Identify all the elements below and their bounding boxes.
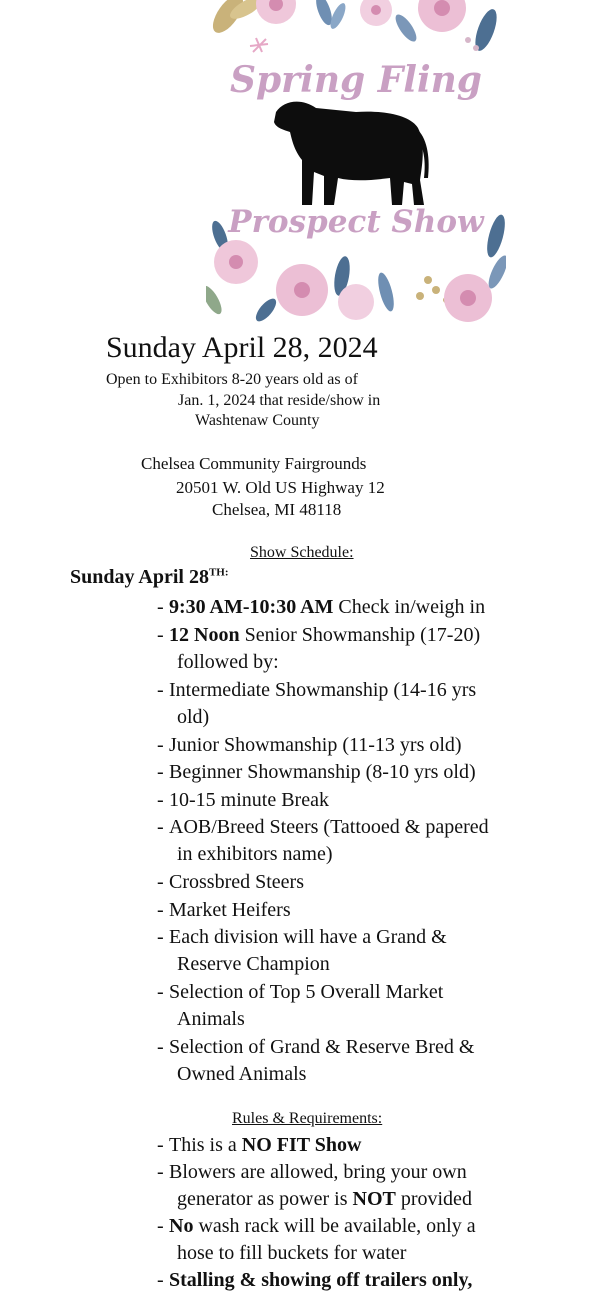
bullet-dash: -: [157, 1161, 164, 1183]
bullet-dash: -: [157, 733, 164, 756]
bullet-dash: -: [157, 788, 164, 811]
schedule-item-text: Selection of Top 5 Overall Market: [169, 981, 444, 1003]
schedule-item: [157, 897, 567, 924]
floral-top-decoration: [207, 0, 501, 53]
schedule-item: [157, 622, 567, 676]
schedule-item: [157, 732, 567, 759]
bullet-dash: -: [157, 1134, 164, 1156]
rule-3-bold: No: [169, 1215, 194, 1237]
rule-2-cont-text: generator as power is: [177, 1188, 353, 1210]
bullet-dash: -: [157, 1215, 164, 1237]
bullet-dash: -: [157, 871, 164, 893]
rule-1-bold: NO FIT Show: [241, 1134, 362, 1156]
schedule-item-line: [157, 732, 567, 759]
schedule-item: [157, 787, 567, 814]
banner-title-line2: Prospect Show: [228, 204, 484, 240]
rule-3-text: wash rack will be available, only a: [193, 1215, 476, 1237]
rule-2-cont-bold: NOT: [352, 1188, 396, 1210]
schedule-item-line: [157, 1034, 567, 1061]
bullet-dash: -: [157, 1269, 164, 1291]
bullet-dash: -: [157, 623, 164, 646]
eligibility-line-1: Open to Exhibitors 8-20 years old as of: [106, 371, 358, 388]
schedule-item-text: Senior Showmanship (17-20): [239, 623, 481, 646]
schedule-item-text: Intermediate Showmanship (14-16 yrs: [169, 678, 477, 701]
schedule-day-suffix: TH:: [208, 566, 229, 579]
rule-2-cont-tail: provided: [395, 1188, 472, 1210]
schedule-item-time: 12 Noon: [169, 623, 240, 646]
schedule-day: [70, 567, 229, 587]
location-city: Chelsea, MI 48118: [212, 500, 342, 519]
bullet-dash: -: [157, 678, 164, 701]
schedule-item-continuation: in exhibitors name): [177, 843, 333, 865]
bullet-dash: -: [157, 816, 164, 838]
schedule-item: [157, 759, 567, 786]
schedule-item-text: 10-15 minute Break: [169, 788, 329, 811]
spring-fling-banner: [206, 0, 506, 322]
schedule-item-line: [157, 814, 567, 841]
bullet-dash: -: [157, 898, 164, 921]
schedule-item-text: AOB/Breed Steers (Tattooed & papered: [169, 816, 489, 838]
rule-item: [157, 1132, 567, 1159]
schedule-item-text: Junior Showmanship (11-13 yrs old): [169, 733, 462, 756]
schedule-item-time: 9:30 AM-10:30 AM: [169, 596, 334, 618]
rule-item: [157, 1213, 567, 1267]
schedule-item-line: [157, 787, 567, 814]
schedule-item-text: Market Heifers: [169, 898, 291, 921]
schedule-item-continuation: Reserve Champion: [177, 953, 330, 975]
schedule-item: [157, 814, 567, 868]
bullet-dash: -: [157, 596, 164, 618]
schedule-item-text: Selection of Grand & Reserve Bred &: [169, 1036, 475, 1058]
rule-2-text: Blowers are allowed, bring your own: [169, 1161, 467, 1183]
schedule-item-line: [157, 924, 567, 951]
schedule-item-line: [157, 897, 567, 924]
schedule-item: [157, 1034, 567, 1088]
location-venue: Chelsea Community Fairgrounds: [141, 454, 367, 473]
eligibility-line-3: Washtenaw County: [195, 412, 320, 429]
rule-item: [157, 1159, 567, 1213]
schedule-item-continuation: Animals: [177, 1008, 245, 1030]
schedule-item-line: [157, 979, 567, 1006]
schedule-item-line: [157, 869, 567, 896]
bullet-dash: -: [157, 1036, 164, 1058]
schedule-item-line: [157, 622, 567, 649]
schedule-item: [157, 924, 567, 978]
schedule-heading: Show Schedule:: [250, 544, 354, 561]
schedule-item-continuation: followed by:: [177, 650, 279, 673]
schedule-item-text: Beginner Showmanship (8-10 yrs old): [169, 761, 476, 783]
event-date: Sunday April 28, 2024: [106, 331, 378, 364]
schedule-day-text: Sunday April 28: [70, 566, 209, 588]
bullet-dash: -: [157, 981, 164, 1003]
rule-3-cont: hose to fill buckets for water: [177, 1242, 407, 1264]
location-street: 20501 W. Old US Highway 12: [176, 478, 385, 497]
schedule-item-line: [157, 594, 567, 621]
banner-title-line1: Spring Fling: [230, 59, 482, 101]
steer-silhouette: [274, 102, 429, 205]
schedule-item-continuation: old): [177, 705, 210, 728]
schedule-item: [157, 677, 567, 731]
schedule-item-text: Crossbred Steers: [169, 871, 304, 893]
bullet-dash: -: [157, 761, 164, 783]
schedule-item-text: Each division will have a Grand &: [169, 926, 447, 948]
schedule-item-line: [157, 677, 567, 704]
rules-heading: Rules & Requirements:: [232, 1110, 383, 1127]
schedule-item-text: Check in/weigh in: [333, 596, 486, 618]
schedule-item-line: [157, 759, 567, 786]
eligibility-line-2: Jan. 1, 2024 that reside/show in: [178, 392, 381, 409]
rule-4-bold: Stalling & showing off trailers only,: [169, 1269, 473, 1291]
schedule-item: [157, 594, 567, 621]
schedule-item: [157, 979, 567, 1033]
bullet-dash: -: [157, 926, 164, 948]
rule-1-text: This is a: [169, 1134, 242, 1156]
schedule-item-continuation: Owned Animals: [177, 1063, 307, 1085]
schedule-item: [157, 869, 567, 896]
rule-item: [157, 1267, 567, 1294]
